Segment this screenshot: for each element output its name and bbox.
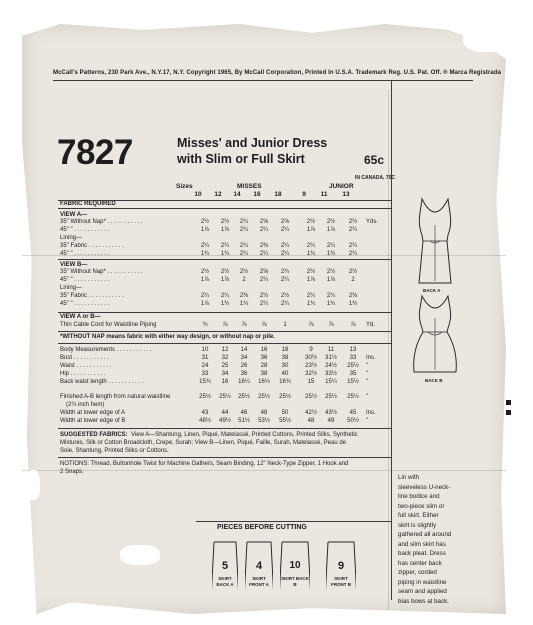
table-cell: 2½	[200, 269, 210, 275]
table-cell: 2¼	[326, 293, 336, 299]
table-cell: 12	[221, 347, 229, 353]
measurement-row	[60, 379, 390, 387]
row-label: 45" " . . . . . . . . . . .	[60, 227, 110, 233]
table-cell: 26	[240, 363, 248, 369]
table-cell: 32	[221, 355, 229, 361]
table-cell: 15¼	[325, 379, 337, 385]
table-cell: 2½	[220, 219, 230, 225]
description-line: bias bows at back.	[398, 597, 449, 605]
table-cell: 50½	[347, 418, 359, 424]
table-cell: 24½	[325, 363, 337, 369]
table-cell: 1⅞	[200, 301, 210, 307]
table-cell: 23½	[305, 363, 317, 369]
fabric-required-label: FABRIC REQUIRED	[60, 201, 116, 207]
table-cell: 2⅝	[280, 219, 290, 225]
table-cell: 49	[327, 418, 335, 424]
pieces-rule	[196, 521, 391, 522]
table-cell: 2½	[200, 219, 210, 225]
table-cell: 1¾	[220, 251, 230, 257]
table-cell: 2⅜	[348, 293, 358, 299]
table-cell: 2¾	[280, 269, 290, 275]
row-label: 35" Fabric . . . . . . . . . . .	[60, 243, 124, 249]
pattern-piece	[212, 540, 238, 620]
table-cell: 2¼	[348, 251, 358, 257]
table-cell: 10	[201, 347, 209, 353]
hem-note: (2¾ inch hem)	[66, 402, 105, 408]
table-cell: 1⅞	[306, 277, 316, 283]
unit-label: Ins.	[366, 410, 376, 416]
table-cell: ⅞	[222, 322, 228, 328]
table-cell: 2⅝	[259, 219, 269, 225]
table-cell: 43½	[325, 410, 337, 416]
table-cell: 2¼	[239, 219, 249, 225]
suggested-fabrics-line-2: Mixtures, Silk or Cotton Broadcloth, Crepe, Surah; View B—Linen, Piqué, Faille, Surah, Matelassé, Peau de	[60, 440, 347, 446]
row-label: 45" " . . . . . . . . . . .	[60, 301, 110, 307]
table-cell: 1¾	[326, 251, 336, 257]
copyright-line: McCall's Patterns, 230 Park Ave., N.Y.17, N.Y. Copyright 1965, By McCall Corporation, Printed In U.S.A. Trademark Reg. U.S. Pat. Off. ® Marca Registrada	[53, 70, 502, 76]
table-cell: 43	[201, 410, 209, 416]
table-cell: 2¼	[200, 293, 210, 299]
table-cell: 33	[349, 355, 357, 361]
table-cell: 2¼	[220, 293, 230, 299]
table-cell: 2¼	[348, 227, 358, 233]
description-line: two-piece slim or	[398, 502, 445, 510]
pattern-piece	[280, 540, 310, 620]
notions-line-2: 2 Snaps.	[60, 469, 84, 475]
table-cell: 2¼	[239, 251, 249, 257]
size-header: 14	[233, 191, 241, 198]
row-label: Lining—	[60, 285, 83, 291]
unit-label: Ins.	[366, 355, 376, 361]
table-cell: 1¾	[200, 251, 210, 257]
width-row	[60, 410, 390, 418]
size-header: 12	[214, 191, 222, 198]
measurement-row	[60, 371, 390, 379]
table-cell: 2⅜	[259, 243, 269, 249]
table-rule	[58, 428, 391, 429]
size-header: 18	[274, 191, 282, 198]
table-cell: 50	[281, 410, 289, 416]
table-cell: 25½	[199, 394, 211, 400]
table-cell: 2½	[326, 269, 336, 275]
paper-tear	[26, 470, 40, 500]
canada-price: IN CANADA, 75C	[355, 175, 396, 181]
table-cell: 53½	[258, 418, 270, 424]
table-cell: 48½	[199, 418, 211, 424]
table-cell: 15¾	[199, 379, 211, 385]
price: 65c	[364, 153, 385, 167]
piece-number: 9	[337, 560, 345, 572]
table-cell: 2½	[306, 269, 316, 275]
header-rule	[53, 80, 473, 81]
table-cell: 28	[260, 363, 268, 369]
description-line: full skirt. Either	[398, 512, 439, 519]
unit-label: "	[366, 394, 369, 400]
table-cell: 1¾	[306, 251, 316, 257]
table-cell: 2¼	[239, 227, 249, 233]
table-cell: ⅞	[328, 322, 334, 328]
back-b-caption: BACK B	[425, 378, 443, 383]
index-tab-mark	[506, 410, 511, 415]
table-cell: ⅞	[241, 322, 247, 328]
dress-back-b-illustration	[408, 292, 462, 377]
table-cell: 1⅞	[306, 227, 316, 233]
table-rule	[58, 200, 391, 201]
table-cell: 25½	[325, 394, 337, 400]
table-cell: 36	[240, 371, 248, 377]
table-cell: 31	[201, 355, 209, 361]
table-cell: 35	[349, 371, 357, 377]
table-cell: 34	[240, 355, 248, 361]
pattern-piece	[245, 540, 273, 620]
table-cell: 33	[201, 371, 209, 377]
table-cell: 2¼	[259, 227, 269, 233]
table-cell: 48	[307, 418, 315, 424]
description-line: piping in waistline	[398, 578, 447, 586]
finished-length-row	[60, 394, 390, 402]
table-cell: 18	[281, 347, 289, 353]
table-cell: 2½	[348, 219, 358, 225]
size-header: 9	[302, 191, 306, 198]
table-cell: 15½	[347, 379, 359, 385]
table-cell: 16¼	[238, 379, 250, 385]
size-header: 11	[320, 191, 328, 198]
table-cell: 2¼	[280, 251, 290, 257]
view-a-label: VIEW A—	[60, 212, 88, 218]
description-line: has center back	[398, 559, 442, 567]
table-cell: 2¼	[326, 243, 336, 249]
measurement-row	[60, 347, 390, 355]
fabric-row	[60, 293, 390, 301]
column-divider	[391, 80, 392, 600]
table-cell: ⅞	[261, 322, 267, 328]
table-cell: 14	[240, 347, 248, 353]
fold-crease	[22, 470, 506, 471]
measurement-row	[60, 363, 390, 371]
size-header: 10	[194, 191, 202, 198]
table-cell: 1⅞	[220, 277, 230, 283]
fabric-row	[60, 269, 390, 277]
fabric-row	[60, 235, 390, 243]
measurement-row	[60, 355, 390, 363]
table-cell: 1¾	[220, 301, 230, 307]
table-cell: 1¾	[326, 301, 336, 307]
sizes-label: Sizes	[176, 183, 193, 190]
table-cell: 16¾	[279, 379, 291, 385]
table-cell: 2¼	[280, 243, 290, 249]
index-tab-mark	[506, 400, 511, 405]
table-cell: 1⅞	[200, 227, 210, 233]
cord-row	[60, 322, 390, 330]
table-cell: 25½	[305, 394, 317, 400]
row-label: Lining—	[60, 235, 83, 241]
piece-number: 5	[221, 560, 229, 572]
dress-back-a-illustration	[410, 195, 460, 290]
suggested-fabrics-heading: SUGGESTED FABRICS:	[60, 432, 128, 438]
row-label: Width at lower edge of B	[60, 418, 126, 424]
table-cell: 25½	[347, 363, 359, 369]
table-cell: 38	[260, 371, 268, 377]
description-line: Lin with	[398, 474, 419, 481]
row-label: Waist . . . . . . . . . . .	[60, 363, 112, 369]
pattern-piece	[326, 540, 356, 620]
back-a-caption: BACK A	[423, 288, 441, 293]
row-label: Width at lower edge of A	[60, 410, 126, 416]
piece-label: SKIRT BACK A	[216, 576, 234, 587]
notions-line-1: NOTIONS: Thread, Buttonhole Twist for Machine Gathers, Seam Binding, 12" Neck-Type Zipper, 1 Hook and	[60, 461, 349, 467]
table-cell: 2	[242, 277, 246, 283]
fabric-row	[60, 243, 390, 251]
misses-label: MISSES	[237, 183, 262, 190]
nap-note: *WITHOUT NAP means fabric with either way design, or without nap or pile.	[60, 334, 275, 340]
table-cell: 2¼	[280, 277, 290, 283]
table-cell: 49½	[219, 418, 231, 424]
table-cell: 24	[201, 363, 209, 369]
piece-label: SKIRT FRONT A	[249, 576, 269, 587]
suggested-fabrics-line-3: Soie, Shantung, Printed Silks or Cottons.	[60, 448, 169, 454]
pattern-title	[177, 135, 377, 167]
fabric-row	[60, 301, 390, 309]
unit-label: "	[366, 379, 369, 385]
table-cell: 11	[327, 347, 335, 353]
table-cell: 1⅞	[326, 227, 336, 233]
table-cell: 2¼	[220, 243, 230, 249]
table-cell: 2½	[220, 269, 230, 275]
table-cell: 45	[349, 410, 357, 416]
title-line-1: Misses' and Junior Dress	[177, 136, 328, 150]
table-cell: 1⅞	[326, 277, 336, 283]
unit-label: "	[366, 363, 369, 369]
table-cell: 2½	[280, 293, 290, 299]
table-cell: 2½	[306, 219, 316, 225]
fabric-row	[60, 251, 390, 259]
table-rule	[58, 457, 391, 458]
table-rule	[58, 259, 391, 260]
piece-label: SKIRT FRONT B	[331, 576, 351, 587]
piece-number: 10	[289, 560, 301, 571]
table-cell: 36	[260, 355, 268, 361]
table-cell: 30	[281, 363, 289, 369]
table-cell: 2⅜	[239, 293, 249, 299]
description-line: zipper, corded	[398, 569, 437, 576]
paper-tear	[120, 545, 160, 565]
description-line: seam and applied	[398, 588, 447, 595]
fabric-row	[60, 219, 390, 227]
view-ab-label: VIEW A or B—	[60, 314, 101, 320]
row-label: 35" Fabric . . . . . . . . . . .	[60, 293, 124, 299]
width-row	[60, 418, 390, 426]
unit-label: "	[366, 418, 369, 424]
table-cell: 42½	[305, 410, 317, 416]
size-header: 13	[342, 191, 350, 198]
suggested-fabrics-line-1: View A—Shantung, Linen, Piqué, Matelassé, Printed Cottons, Printed Silks, Synthetic	[131, 432, 358, 438]
description-line: line bodice and	[398, 493, 440, 500]
junior-label: JUNIOR	[329, 183, 354, 190]
table-cell: 48	[260, 410, 268, 416]
table-cell: 25½	[238, 394, 250, 400]
table-cell: 2¼	[348, 243, 358, 249]
unit-label: Yd.	[366, 322, 376, 328]
table-cell: ⅞	[350, 322, 356, 328]
table-cell: 38	[281, 355, 289, 361]
table-cell: 34	[221, 371, 229, 377]
title-line-2: with Slim or Full Skirt	[177, 152, 305, 166]
table-cell: 2	[351, 277, 355, 283]
table-cell: 15	[307, 379, 315, 385]
description-line: gathered all around	[398, 531, 452, 538]
table-cell: 16	[221, 379, 229, 385]
table-cell: ⅞	[308, 322, 314, 328]
table-cell: 46	[240, 410, 248, 416]
table-cell: 2¼	[239, 243, 249, 249]
description-line: and slim skirt has	[398, 540, 446, 548]
pieces-title: PIECES BEFORE CUTTING	[217, 524, 307, 531]
row-label: 35" Without Nap* . . . . . . . . . . .	[60, 219, 143, 225]
table-cell: 25	[221, 363, 229, 369]
table-cell: 1¾	[239, 301, 249, 307]
view-b-label: VIEW B—	[60, 262, 88, 268]
table-cell: 40	[281, 371, 289, 377]
piece-label: SKIRT BACK B	[281, 576, 309, 587]
table-cell: 2¼	[280, 227, 290, 233]
table-rule	[58, 331, 391, 332]
row-label: Finished A-B length from natural waistline	[60, 394, 171, 400]
table-cell: 30½	[305, 355, 317, 361]
table-rule	[58, 343, 391, 344]
table-cell: 44	[221, 410, 229, 416]
table-cell: 2¼	[306, 243, 316, 249]
paper-tear	[463, 24, 513, 52]
table-rule	[58, 208, 391, 209]
table-cell: 16½	[258, 379, 270, 385]
table-cell: 51½	[238, 418, 250, 424]
pattern-number: 7827	[57, 133, 133, 172]
table-cell: 1⅞	[220, 227, 230, 233]
table-cell: 2¼	[259, 301, 269, 307]
table-cell: 2¼	[306, 293, 316, 299]
table-cell: 2⅝	[259, 269, 269, 275]
description-line: sleeveless U-neck-	[398, 483, 451, 491]
table-rule	[58, 312, 391, 313]
table-cell: 9	[309, 347, 313, 353]
table-cell: 2¼	[259, 251, 269, 257]
table-cell: 2¼	[259, 277, 269, 283]
fabric-row	[60, 227, 390, 235]
fabric-row	[60, 285, 390, 293]
row-label: 45" " . . . . . . . . . . .	[60, 251, 110, 257]
row-label: Body Measurements . . . . . . . . . . .	[60, 347, 152, 353]
table-cell: 32½	[305, 371, 317, 377]
table-cell: 55½	[279, 418, 291, 424]
table-cell: 1⅞	[200, 277, 210, 283]
table-cell: 2¼	[280, 301, 290, 307]
table-cell: 1¾	[348, 301, 358, 307]
piece-number: 4	[255, 560, 263, 572]
unit-label: Yds.	[366, 219, 379, 225]
table-cell: 25½	[219, 394, 231, 400]
size-header: 16	[253, 191, 261, 198]
row-label: 45" " . . . . . . . . . . .	[60, 277, 110, 283]
table-cell: 25½	[347, 394, 359, 400]
table-cell: 2½	[239, 269, 249, 275]
table-cell: 2½	[259, 293, 269, 299]
description-line: skirt is slightly	[398, 521, 437, 529]
table-cell: 13	[349, 347, 357, 353]
row-label: 35" Without Nap* . . . . . . . . . . .	[60, 269, 143, 275]
table-cell: 1	[283, 322, 287, 328]
table-cell: 2¼	[200, 243, 210, 249]
table-cell: ¾	[202, 322, 208, 328]
table-cell: 2½	[348, 269, 358, 275]
table-cell: 33½	[325, 371, 337, 377]
table-cell: 25½	[279, 394, 291, 400]
row-label: Hip . . . . . . . . . . .	[60, 371, 106, 377]
table-cell: 1¾	[306, 301, 316, 307]
table-cell: 25½	[258, 394, 270, 400]
unit-label: "	[366, 371, 369, 377]
row-label: Back waist length . . . . . . . . . . .	[60, 379, 144, 385]
table-cell: 31½	[325, 355, 337, 361]
table-cell: 2½	[326, 219, 336, 225]
row-label: Thin Cable Cord for Waistline Piping	[60, 322, 157, 328]
row-label: Bust . . . . . . . . . . .	[60, 355, 109, 361]
fabric-row	[60, 277, 390, 285]
table-cell: 16	[260, 347, 268, 353]
description-line: back pleat. Dress	[398, 550, 446, 557]
